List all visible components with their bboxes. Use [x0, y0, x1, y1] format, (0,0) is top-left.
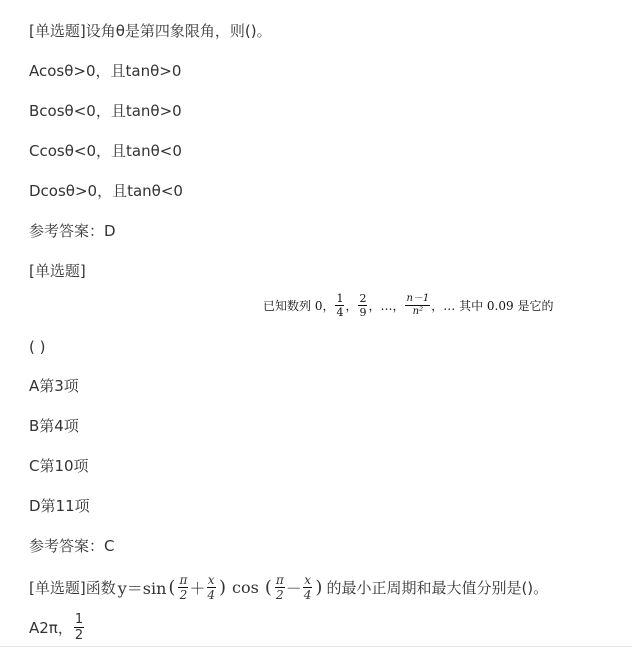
question-2-option-c: C第10项	[29, 457, 89, 475]
question-2-blank: ( )	[29, 338, 46, 356]
question-1-stem: [单选题]设角θ是第四象限角，则()。	[29, 22, 272, 40]
question-2-answer: 参考答案：C	[29, 537, 115, 555]
fraction-denominator: 2	[179, 587, 188, 602]
function-expression	[118, 574, 325, 601]
fraction-numerator: π	[275, 572, 284, 587]
question-2-equation	[263, 290, 553, 320]
fraction-numerator: n－1	[406, 292, 430, 304]
close-paren: )	[315, 576, 323, 598]
fraction-x-over-4	[303, 574, 313, 601]
question-3-stem	[29, 571, 548, 603]
question-3-suffix: 的最小正周期和最大值分别是()。	[326, 578, 549, 597]
question-2-option-b: B第4项	[29, 417, 79, 435]
comma: ，	[345, 298, 358, 313]
fraction-two-ninths	[358, 293, 367, 318]
minus-sign: －	[285, 578, 302, 598]
equation-prefix: 已知数列 0，	[263, 298, 335, 313]
question-1-option-a: Acosθ>0，且tanθ>0	[29, 62, 182, 80]
fraction-denominator: 4	[207, 587, 215, 602]
fraction-numerator: 2	[359, 291, 367, 305]
fraction-one-half	[74, 613, 84, 642]
fraction-denominator: 2	[275, 587, 284, 602]
question-1-option-c: Ccosθ<0，且tanθ<0	[29, 142, 182, 160]
question-2-option-d: D第11项	[29, 497, 90, 515]
question-2-label: [单选题]	[29, 262, 86, 280]
question-3-prefix: [单选题]函数	[29, 578, 116, 597]
open-paren: (	[168, 576, 176, 598]
fraction-denominator: 9	[359, 305, 367, 319]
question-3-option-a	[29, 607, 85, 647]
fraction-denominator: 4	[303, 587, 312, 602]
fraction-pi-over-2	[275, 574, 285, 601]
fraction-numerator: 1	[336, 291, 344, 305]
fraction-pi-over-2	[178, 574, 188, 601]
plus-sign: ＋	[189, 578, 206, 598]
fraction-numerator: x	[304, 572, 311, 587]
equation-suffix: ，… 其中 0.09 是它的	[431, 298, 554, 313]
close-paren: )	[218, 576, 227, 598]
fraction-one-quarter	[335, 293, 344, 318]
fraction-numerator: x	[207, 572, 215, 587]
equation-ellipsis: ，…，	[368, 298, 405, 313]
fraction-general-term	[405, 294, 430, 317]
question-1-option-d: Dcosθ>0，且tanθ<0	[29, 182, 183, 200]
fraction-denominator: 2	[74, 627, 84, 643]
fraction-denominator: n²	[412, 305, 424, 317]
fraction-numerator: 1	[74, 611, 84, 627]
cos-label: cos	[232, 577, 259, 597]
fraction-numerator: π	[179, 572, 188, 587]
question-2-option-a: A第3项	[29, 377, 79, 395]
question-1-option-b: Bcosθ<0，且tanθ>0	[29, 102, 182, 120]
open-paren: (	[264, 576, 272, 598]
y-equals-sin: y＝sin	[117, 578, 167, 598]
fraction-x-over-4	[206, 574, 216, 601]
question-1-answer: 参考答案：D	[29, 222, 116, 240]
option-a-text: A2π，	[29, 618, 73, 637]
fraction-denominator: 4	[336, 305, 344, 319]
